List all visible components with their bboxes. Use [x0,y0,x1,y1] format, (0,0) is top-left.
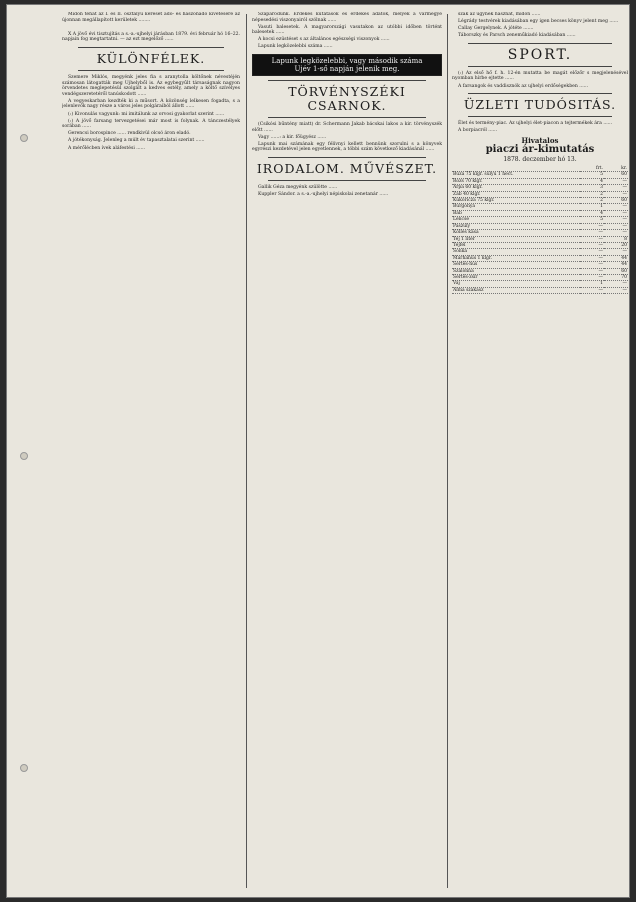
price-cell-frt: 3 [580,185,604,191]
article-paragraph: A jótékonyság. Jelenleg a múlt év tapasztalatai szerint ...... [68,138,205,144]
column-3 [452,12,628,890]
column-rule-1 [246,14,247,888]
price-cell-kr: — [604,281,628,287]
price-cell-frt: — [580,262,604,268]
article-paragraph: (Csikósi bűntény miatt) dr. Schermann Jakab bácskai lakos a kir. törvényszék előtt ...... [252,122,442,133]
price-cell-frt: — [580,268,604,274]
section-divider [468,93,612,94]
article-paragraph: A kocsi ezüstéset s az általános egészségi viszonyok ...... [258,37,390,43]
section-divider [468,43,612,44]
price-cell-kr: — [604,178,628,184]
article-paragraph: A borpiacról ...... [458,128,498,134]
announcement-line-2: Ujév 1-ső napján jelenik meg. [294,65,400,74]
price-cell-item: Burgonya [452,204,580,210]
article-paragraph: A mérőlécben ívek aláfestési ...... [68,145,146,151]
binding-hole-top [20,134,28,142]
section-divider [78,70,224,71]
column-rule-2 [447,14,448,888]
price-official-label: Hivatalos [521,135,559,145]
price-header-kr: kr. [604,166,628,172]
section-divider [268,157,426,158]
price-cell-frt: 5 [580,172,604,178]
announcement-line-1: Lapunk legközelebbi, vagy második száma [271,57,423,66]
price-cell-kr: — [604,191,628,197]
article-paragraph: A farsangok és vaddisznók az ujhelyi erdőségekben ...... [458,83,589,89]
article-paragraph: Szaparodunk. Érdekes kutatások és érdekes adatok, melyek a vármegye népesedési viszonyairól szólnak ...... [252,12,442,23]
section-heading-torvenyszeki: TÖRVÉNYSZÉKI CSARNOK. [288,84,406,114]
price-cell-frt: — [580,230,604,236]
section-divider [268,117,426,118]
price-cell-item: Szalonna [452,268,580,274]
price-cell-item: Lencse [452,217,580,223]
column-2 [252,12,442,890]
price-cell-kr: — [604,217,628,223]
price-cell-item: Sertés-zsír [452,274,580,280]
price-cell-frt: 1 [580,281,604,287]
article-paragraph: Szemere Miklós, megyénk jeles fia s aranytolla költőnek névestéjén számosan látogatták meg Ujhelyből is. Az egybegyűlt társaságnak nagyon örvendetes meglepetésül szolgált a kedves estély, amely a költő szívélyes vendégszeretetéről tanúskodott ...... [62,74,240,97]
price-cell-frt: 5 [580,217,604,223]
price-cell-frt: 1 [580,204,604,210]
price-cell-item: Búza 75 klgr. súlyu 1 hect. [452,172,580,178]
article-paragraph: (:) Az első hő f. h. 12-én mutatta be magát előzőr s megjelenésével nyomban hírbe ejtette ...... [452,70,628,82]
price-cell-item: Zab 40 klgr. [452,191,580,197]
article-paragraph: Táborszky és Parsch zeneműkiadó kiadásában ...... [458,33,576,39]
price-cell-item: Kukoricza 75 klgr. [452,198,580,204]
section-divider [78,47,224,48]
price-cell-item: Paszuly [452,223,580,229]
price-cell-kr: 20 [604,242,628,248]
newspaper-page [6,4,630,898]
column-1 [62,12,240,890]
price-cell-kr: — [604,230,628,236]
price-cell-item: Marhahús 1 klgr. [452,255,580,261]
article-paragraph: Légrády testvérek kiadásában egy igen becses könyv jelent meg ...... [458,19,619,25]
price-cell-item: Bab [452,210,580,216]
price-cell-kr: 8 [604,236,628,242]
section-heading-sport: SPORT. [507,46,573,63]
section-heading-irodalom: IRODALOM. MŰVÉSZET. [256,161,438,177]
binding-hole-middle [20,452,28,460]
price-cell-item: Tej 1 liter [452,236,580,242]
price-cell-kr: 44 [604,262,628,268]
price-cell-frt: — [580,274,604,280]
price-cell-kr: — [604,249,628,255]
price-table-title: piaczi ár-kimutatás [485,144,595,156]
article-paragraph: Gerencsi borospince ...... rendkivül olcsó áron eladó. [68,131,191,137]
price-cell-kr: — [604,287,628,293]
section-divider [468,66,612,67]
price-table-body [452,172,628,294]
price-cell-item: Rozs 70 klgr. [452,178,580,184]
price-table-date: 1878. deczember hó 13. [503,156,577,164]
article-paragraph: Lapunk legközelebbi száma ...... [258,44,333,50]
article-paragraph: Callay Gergelynek. A jótéte ....... [458,26,534,32]
price-cell-kr: 60 [604,198,628,204]
price-cell-item: Sertés-hús [452,262,580,268]
section-heading-uzleti: ÜZLETI TUDÓSITÁS. [463,97,617,113]
price-cell-frt: 2 [580,198,604,204]
price-cell-frt: — [580,255,604,261]
article-paragraph: (:) Kivonulás vagyunk: mi imitálunk az orvosi gyakorlat szerint ...... [68,111,225,117]
price-cell-kr: 60 [604,268,628,274]
price-cell-kr: 60 [604,172,628,178]
article-paragraph: Gallik Géza megyénk szülötte ...... [258,185,338,191]
article-paragraph: Midőn tehát az I. és II. osztályu kereset adó- és haszonadó kivetésére az újonnan megállapított kerületek ........ [62,12,240,23]
article-paragraph: A vegyeskarban kezdték ki a műsort. A közönség lelkesen fogadta, s a jelenlevők nagy része a város jeles polgáraiból állott ...... [62,98,240,110]
article-paragraph [62,25,240,31]
price-table [452,166,628,294]
price-cell-kr: — [604,185,628,191]
price-cell-frt: — [580,223,604,229]
section-divider [268,180,426,181]
price-header-frt: frt. [580,166,604,172]
price-cell-kr: — [604,210,628,216]
price-cell-item: Vaj [452,281,580,287]
announcement-box [252,54,442,76]
price-cell-kr: — [604,204,628,210]
price-cell-frt: — [580,242,604,248]
article-paragraph: Vasuti balesetek. A magyarországi vasutakon az utóbbi időben történt balesetek ...... [252,24,442,36]
price-cell-frt: — [580,249,604,255]
article-paragraph: Élet és termény-piac. Az ujhelyi élet-piacon a tejtermékek ára ...... [458,121,613,127]
price-cell-frt: — [580,236,604,242]
price-cell-item: Alma szakasz [452,287,580,293]
price-cell-frt: 4 [580,210,604,216]
price-cell-item: Sonka [452,249,580,255]
price-cell-item: Tejfel [452,242,580,248]
price-cell-item: Árpa 60 klgr. [452,185,580,191]
price-cell-frt: 4 [580,178,604,184]
price-cell-kr: 70 [604,274,628,280]
article-paragraph: Kuppler Sándor. a s.-a.-ujhelyi népiskolai zenetanár ...... [258,192,389,198]
section-divider [268,80,426,81]
table-row [452,287,628,293]
binding-hole-bottom [20,764,28,772]
article-paragraph: X A jövő évi tisztujítás a s.-a.-ujhelyi járásban 1879. évi február hó 16–22. napjain fog megtartatni. — az ezt megelőző ...... [62,31,240,43]
price-cell-frt: — [580,287,604,293]
price-cell-kr: 44 [604,255,628,261]
article-paragraph: Lapunk mai számának egy félívnyi kellett bennünk szorulni s a könyvek egyrészi kezdetével jelen egyetlennek, a többi szám következő kiadásánál ...... [252,141,442,153]
section-divider [468,116,612,117]
price-cell-frt: 2 [580,191,604,197]
section-heading-kulonfelek: KÜLÖNFÉLEK. [96,50,206,66]
article-paragraph: (:) A jövő farsang tervezgetései már most is folynak. A tánczestélyek sorában ...... [62,118,240,130]
price-cell-kr: — [604,223,628,229]
article-paragraph: szak az ügynek hasznát, midőn ...... [458,12,541,17]
article-paragraph: Vagy ......: a kir. főügyész ...... [258,134,327,140]
price-cell-item: Kölles kása [452,230,580,236]
